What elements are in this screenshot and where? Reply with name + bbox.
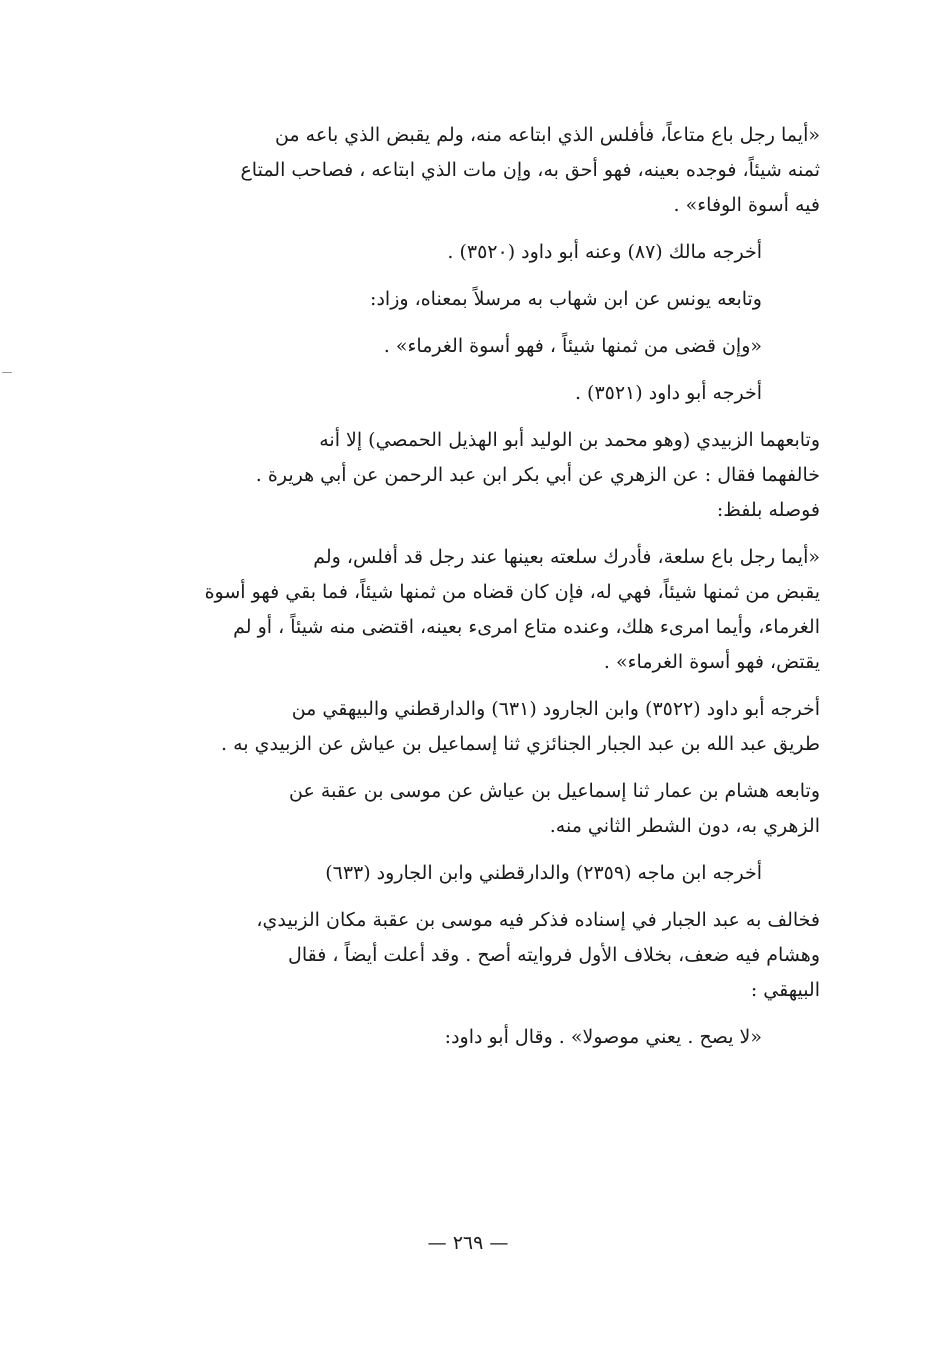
text-line: الزهري به، دون الشطر الثاني منه. xyxy=(549,815,820,837)
paragraph xyxy=(117,282,820,317)
text-line: فيه أسوة الوفاء» . xyxy=(673,194,820,216)
text-line: وهشام فيه ضعف، بخلاف الأول فروايته أصح . وقد أعلت أيضاً ، فقال xyxy=(288,944,820,966)
text-line: وتابعه هشام بن عمار ثنا إسماعيل بن عياش عن موسى بن عقبة عن xyxy=(289,780,820,802)
text-line: الغرماء، وأيما امرىء هلك، وعنده متاع امرىء بعينه، اقتضى منه شيئاً ، أو لم xyxy=(233,616,820,638)
paragraph xyxy=(117,118,820,223)
paragraph xyxy=(117,540,820,680)
text-line: فخالف به عبد الجبار في إسناده فذكر فيه موسى بن عقبة مكان الزبيدي، xyxy=(256,909,820,931)
text-line: أخرجه مالك (٨٧) وعنه أبو داود (٣٥٢٠) . xyxy=(447,241,762,263)
paragraph xyxy=(117,774,820,844)
paragraph xyxy=(117,235,820,270)
text-line: «أيما رجل باع سلعة، فأدرك سلعته بعينها عند رجل قد أفلس، ولم xyxy=(313,546,820,568)
paragraph xyxy=(117,1020,820,1055)
page-body-text xyxy=(117,118,820,1067)
text-line: وتابعهما الزبيدي (وهو محمد بن الوليد أبو الهذيل الحمصي) إلا أنه xyxy=(319,429,820,451)
text-line: أخرجه أبو داود (٣٥٢٢) وابن الجارود (٦٣١) والدارقطني والبيهقي من xyxy=(291,698,820,720)
text-line: «أيما رجل باع متاعاً، فأفلس الذي ابتاعه منه، ولم يقبض الذي باعه من xyxy=(274,124,820,146)
text-line: طريق عبد الله بن عبد الجبار الجنائزي ثنا إسماعيل بن عياش عن الزبيدي به . xyxy=(221,733,820,755)
text-line: ثمنه شيئاً، فوجده بعينه، فهو أحق به، وإن مات الذي ابتاعه ، فصاحب المتاع xyxy=(240,159,820,181)
text-line: وتابعه يونس عن ابن شهاب به مرسلاً بمعناه، وزاد: xyxy=(370,288,762,310)
paragraph xyxy=(117,376,820,411)
paragraph xyxy=(117,329,820,364)
paragraph xyxy=(117,692,820,762)
text-line: «لا يصح . يعني موصولا» . وقال أبو داود: xyxy=(444,1026,762,1048)
text-line: أخرجه ابن ماجه (٢٣٥٩) والدارقطني وابن الجارود (٦٣٣) xyxy=(325,862,762,884)
text-line: يقتض، فهو أسوة الغرماء» . xyxy=(603,651,820,673)
paragraph xyxy=(117,903,820,1008)
text-line: «وإن قضى من ثمنها شيئاً ، فهو أسوة الغرماء» . xyxy=(383,335,762,357)
text-line: يقبض من ثمنها شيئاً، فهي له، فإن كان قضاه من ثمنها شيئاً، فما بقي فهو أسوة xyxy=(204,581,820,603)
paragraph xyxy=(117,423,820,528)
paragraph xyxy=(117,856,820,891)
text-line: فوصله بلفظ: xyxy=(716,499,820,521)
text-line: أخرجه أبو داود (٣٥٢١) . xyxy=(574,382,762,404)
text-line: خالفهما فقال : عن الزهري عن أبي بكر ابن عبد الرحمن عن أبي هريرة . xyxy=(255,464,820,486)
margin-mark xyxy=(2,372,12,373)
text-line: البيهقي : xyxy=(750,979,820,1001)
page-number: — ٢٦٩ — xyxy=(427,1232,509,1254)
